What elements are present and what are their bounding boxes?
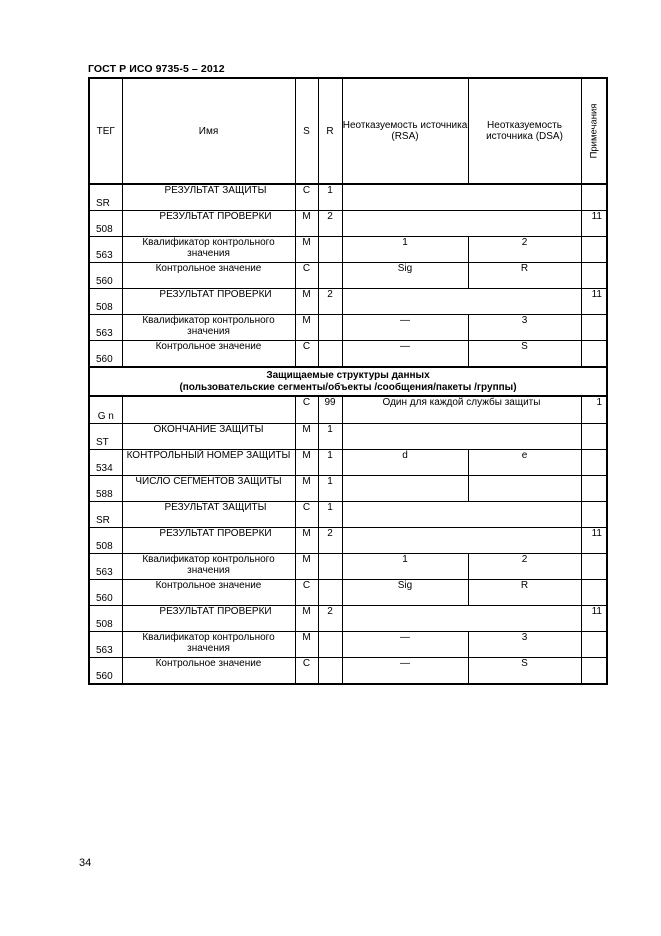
rsa-dsa-cell: Один для каждой службы защиты	[342, 396, 581, 424]
name-cell: КОНТРОЛЬНЫЙ НОМЕР ЗАЩИТЫ	[122, 450, 295, 476]
tag-cell: 508	[89, 528, 122, 554]
notes-cell	[581, 502, 607, 528]
rsa-cell: —	[342, 341, 468, 368]
r-cell: 2	[318, 211, 342, 237]
name-cell: Квалификатор контрольного значения	[122, 632, 295, 658]
name-cell: Квалификатор контрольного значения	[122, 237, 295, 263]
column-header-notes	[581, 78, 607, 184]
table-row	[89, 289, 607, 315]
page-number: 34	[79, 857, 92, 869]
name-cell: РЕЗУЛЬТАТ ЗАЩИТЫ	[122, 184, 295, 211]
document-header: ГОСТ Р ИСО 9735-5 – 2012	[88, 63, 225, 75]
r-cell	[318, 580, 342, 606]
notes-cell: 11	[581, 606, 607, 632]
s-cell: M	[295, 528, 318, 554]
table-row	[89, 528, 607, 554]
tag-cell: 563	[89, 237, 122, 263]
s-cell: M	[295, 632, 318, 658]
notes-cell: 11	[581, 289, 607, 315]
r-cell	[318, 632, 342, 658]
tag-cell: 560	[89, 263, 122, 289]
rsa-dsa-cell	[342, 528, 581, 554]
table-row	[89, 476, 607, 502]
tag-cell: 563	[89, 315, 122, 341]
name-cell: РЕЗУЛЬТАТ ПРОВЕРКИ	[122, 289, 295, 315]
r-cell: 2	[318, 606, 342, 632]
s-cell: C	[295, 341, 318, 368]
name-cell: РЕЗУЛЬТАТ ЗАЩИТЫ	[122, 502, 295, 528]
tag-cell: 560	[89, 658, 122, 685]
rsa-cell	[342, 476, 468, 502]
dsa-cell: e	[468, 450, 581, 476]
column-header-rsa: Неотказуемость источника (RSA)	[342, 78, 468, 184]
r-cell: 1	[318, 476, 342, 502]
notes-cell	[581, 424, 607, 450]
table-row	[89, 580, 607, 606]
s-cell: M	[295, 315, 318, 341]
table-row	[89, 315, 607, 341]
table-row	[89, 632, 607, 658]
r-cell	[318, 341, 342, 368]
segment-table	[88, 77, 608, 685]
tag-cell: SR	[89, 184, 122, 211]
s-cell: C	[295, 184, 318, 211]
table-row	[89, 184, 607, 211]
name-cell: Контрольное значение	[122, 580, 295, 606]
tag-cell: SR	[89, 502, 122, 528]
notes-cell: 1	[581, 396, 607, 424]
section-heading-row	[89, 367, 607, 396]
rsa-cell: —	[342, 315, 468, 341]
dsa-cell: 3	[468, 315, 581, 341]
section-subtitle: (пользовательские сегменты/объекты /сообщения/пакеты /группы)	[179, 381, 517, 393]
notes-cell	[581, 658, 607, 685]
tag-cell: 508	[89, 606, 122, 632]
name-cell: РЕЗУЛЬТАТ ПРОВЕРКИ	[122, 606, 295, 632]
name-cell: ЧИСЛО СЕГМЕНТОВ ЗАЩИТЫ	[122, 476, 295, 502]
tag-cell: 560	[89, 341, 122, 368]
rsa-dsa-cell	[342, 502, 581, 528]
tag-cell: G n	[89, 396, 122, 424]
name-cell: Контрольное значение	[122, 658, 295, 685]
r-cell: 1	[318, 184, 342, 211]
notes-cell	[581, 263, 607, 289]
tag-cell: ST	[89, 424, 122, 450]
table-body	[89, 78, 607, 684]
s-cell: M	[295, 554, 318, 580]
rsa-dsa-cell	[342, 424, 581, 450]
column-header-name: Имя	[122, 78, 295, 184]
r-cell	[318, 237, 342, 263]
name-cell: РЕЗУЛЬТАТ ПРОВЕРКИ	[122, 211, 295, 237]
s-cell: M	[295, 289, 318, 315]
column-header-s: S	[295, 78, 318, 184]
dsa-cell: S	[468, 658, 581, 685]
name-cell: ОКОНЧАНИЕ ЗАЩИТЫ	[122, 424, 295, 450]
r-cell	[318, 554, 342, 580]
name-cell: Квалификатор контрольного значения	[122, 315, 295, 341]
dsa-cell: 2	[468, 237, 581, 263]
table-row	[89, 658, 607, 685]
tag-cell: 560	[89, 580, 122, 606]
tag-cell: 563	[89, 632, 122, 658]
table-row	[89, 554, 607, 580]
column-header-r: R	[318, 78, 342, 184]
name-cell: Контрольное значение	[122, 341, 295, 368]
dsa-cell: 3	[468, 632, 581, 658]
rsa-dsa-cell	[342, 211, 581, 237]
table-header-row	[89, 78, 607, 184]
rsa-cell: d	[342, 450, 468, 476]
s-cell: C	[295, 580, 318, 606]
rsa-cell: 1	[342, 554, 468, 580]
rsa-dsa-cell	[342, 184, 581, 211]
table-row	[89, 211, 607, 237]
notes-cell	[581, 184, 607, 211]
name-cell	[122, 396, 295, 424]
rsa-dsa-cell	[342, 289, 581, 315]
dsa-cell	[468, 476, 581, 502]
notes-cell	[581, 476, 607, 502]
s-cell: M	[295, 237, 318, 263]
tag-cell: 508	[89, 211, 122, 237]
column-header-tag: ТЕГ	[89, 78, 122, 184]
s-cell: C	[295, 396, 318, 424]
notes-cell	[581, 580, 607, 606]
s-cell: C	[295, 658, 318, 685]
tag-cell: 563	[89, 554, 122, 580]
tag-cell: 588	[89, 476, 122, 502]
notes-cell	[581, 237, 607, 263]
name-cell: РЕЗУЛЬТАТ ПРОВЕРКИ	[122, 528, 295, 554]
r-cell: 1	[318, 502, 342, 528]
rsa-cell: Sig	[342, 580, 468, 606]
rsa-cell: Sig	[342, 263, 468, 289]
notes-cell	[581, 632, 607, 658]
r-cell	[318, 658, 342, 685]
r-cell: 1	[318, 450, 342, 476]
column-header-dsa: Неотказуемость источника (DSA)	[468, 78, 581, 184]
notes-cell: 11	[581, 528, 607, 554]
r-cell: 1	[318, 424, 342, 450]
r-cell: 2	[318, 289, 342, 315]
notes-cell	[581, 315, 607, 341]
s-cell: M	[295, 606, 318, 632]
dsa-cell: R	[468, 580, 581, 606]
rsa-cell: —	[342, 658, 468, 685]
dsa-cell: R	[468, 263, 581, 289]
group-row	[89, 396, 607, 424]
r-cell	[318, 315, 342, 341]
table-row	[89, 237, 607, 263]
table-row	[89, 502, 607, 528]
name-cell: Контрольное значение	[122, 263, 295, 289]
r-cell: 2	[318, 528, 342, 554]
s-cell: M	[295, 211, 318, 237]
r-cell: 99	[318, 396, 342, 424]
rsa-cell: —	[342, 632, 468, 658]
r-cell	[318, 263, 342, 289]
notes-header-label: Примечания	[588, 103, 600, 159]
notes-cell	[581, 450, 607, 476]
section-heading	[89, 367, 607, 396]
section-title: Защищаемые структуры данных	[266, 369, 430, 381]
table-row	[89, 263, 607, 289]
dsa-cell: 2	[468, 554, 581, 580]
notes-cell	[581, 554, 607, 580]
table-row	[89, 424, 607, 450]
s-cell: M	[295, 424, 318, 450]
s-cell: C	[295, 263, 318, 289]
name-cell: Квалификатор контрольного значения	[122, 554, 295, 580]
notes-cell	[581, 341, 607, 368]
s-cell: M	[295, 476, 318, 502]
rsa-cell: 1	[342, 237, 468, 263]
s-cell: C	[295, 502, 318, 528]
table-row	[89, 450, 607, 476]
tag-cell: 534	[89, 450, 122, 476]
rsa-dsa-cell	[342, 606, 581, 632]
notes-cell: 11	[581, 211, 607, 237]
table-row	[89, 606, 607, 632]
s-cell: M	[295, 450, 318, 476]
dsa-cell: S	[468, 341, 581, 368]
tag-cell: 508	[89, 289, 122, 315]
table-row	[89, 341, 607, 368]
